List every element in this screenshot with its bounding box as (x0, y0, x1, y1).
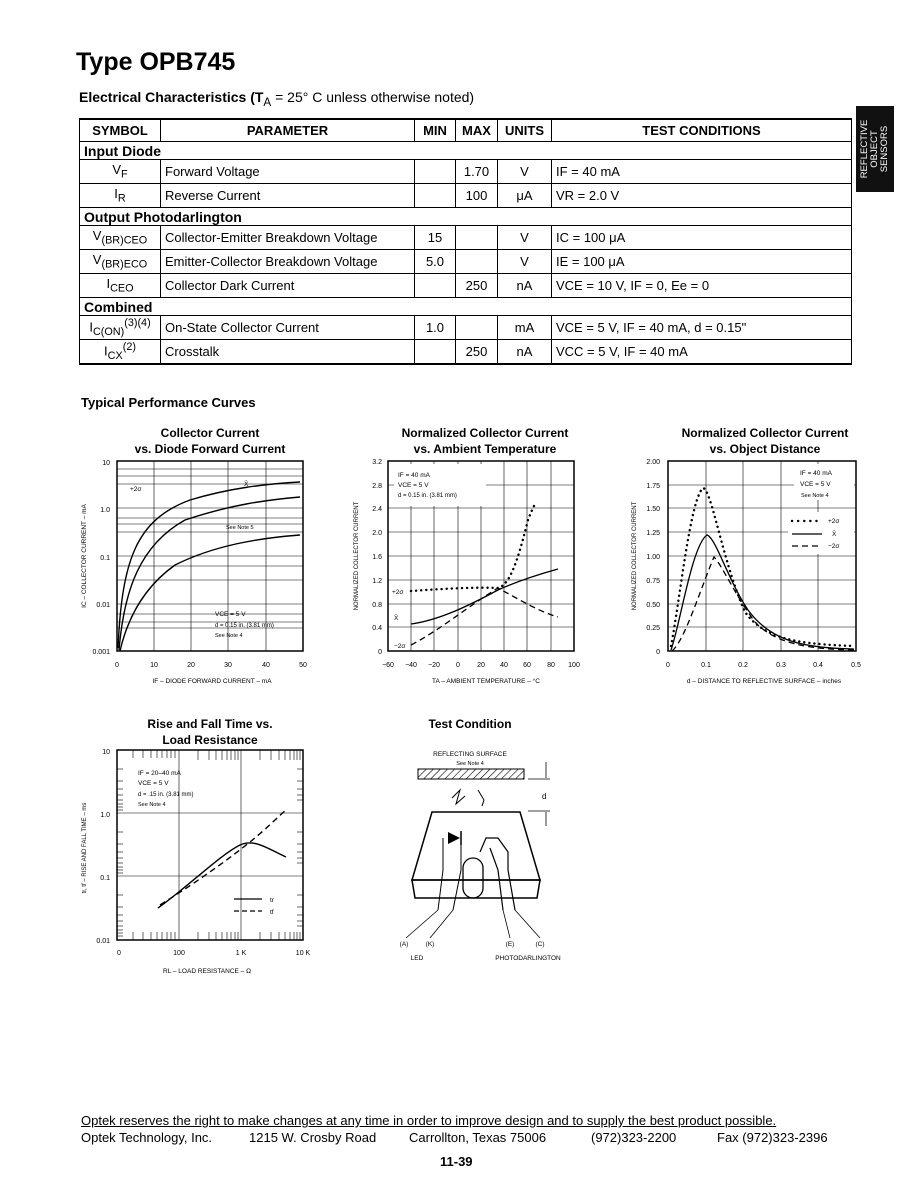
chart4-ytick: 0.01 (96, 938, 110, 945)
chart3-ytick: 1.25 (646, 530, 660, 537)
led-leads (438, 838, 461, 910)
led-icon (448, 832, 460, 844)
chart3-ytick: 2.00 (646, 459, 660, 466)
chart2-curve-plus2sigma (411, 504, 535, 591)
chart1-title-line1: Collector Current (160, 426, 260, 440)
chart2-ann-vce: VCE = 5 V (398, 482, 429, 489)
diagram-surface-label: REFLECTING SURFACE (433, 751, 507, 758)
chart2-ann-plus: +2σ (392, 589, 404, 596)
pin-c-label: (C) (535, 941, 545, 948)
chart1-ann-plus: +2σ (130, 486, 142, 493)
chart4-xlabel: RL – LOAD RESISTANCE – Ω (163, 968, 251, 975)
subtitle-post: = 25° C unless otherwise noted) (271, 89, 475, 105)
section-title: Typical Performance Curves (81, 395, 256, 410)
min-cell: 15 (415, 226, 456, 250)
footer-city: Carrollton, Texas 75006 (409, 1130, 547, 1145)
header-units: UNITS (498, 119, 552, 142)
diagram-title: Test Condition (428, 717, 512, 731)
reflecting-surface (418, 769, 524, 779)
section-combined: Combined (80, 298, 852, 316)
chart1-ytick: 0.001 (92, 649, 110, 656)
test-cell: IE = 100 μA (552, 250, 852, 274)
chart1-ytick: 0.01 (96, 602, 110, 609)
chart2-xtick: −20 (428, 662, 440, 669)
chart1-ann-note4: See Note 4 (215, 633, 243, 639)
chart3-ytick: 0.25 (646, 625, 660, 632)
chart4-xtick: 1 K (235, 950, 247, 957)
chart2-ytick: 2.4 (372, 506, 382, 513)
chart4-frame (117, 750, 303, 940)
chart4-curve-tr (158, 843, 286, 908)
max-cell: 250 (456, 340, 498, 365)
units-cell: V (498, 160, 552, 184)
chart2-xtick: 60 (523, 662, 531, 669)
chart2 (354, 459, 580, 685)
sensor-slot (463, 858, 483, 898)
units-cell: nA (498, 274, 552, 298)
parameter-cell: Collector Dark Current (161, 274, 415, 298)
symbol-text: V (112, 162, 122, 178)
chart3-ytick: 1.50 (646, 506, 660, 513)
parameter-cell: Crosstalk (161, 340, 415, 365)
chart3-ann-if: IF = 40 mA (800, 470, 832, 477)
chart2-ann-d: d = 0.15 in. (3.81 mm) (398, 493, 457, 499)
header-max: MAX (456, 119, 498, 142)
chart2-ytick: 1.2 (372, 578, 382, 585)
led-label: LED (410, 955, 424, 962)
chart4-log-ticks (117, 750, 303, 940)
parameter-cell: Collector-Emitter Breakdown Voltage (161, 226, 415, 250)
page-number: 11-39 (440, 1154, 473, 1169)
chart3-xtick: 0.2 (738, 662, 748, 669)
max-cell: 250 (456, 274, 498, 298)
chart2-xtick: −60 (382, 662, 394, 669)
chart3-ann-note: See Note 4 (801, 493, 829, 499)
chart1-xtick: 30 (224, 662, 232, 669)
chart4-title-line1: Rise and Fall Time vs. (147, 717, 273, 731)
chart2-ytick: 0.4 (372, 625, 382, 632)
chart1-xtick: 20 (187, 662, 195, 669)
chart3-xtick: 0.1 (701, 662, 711, 669)
symbol-text: V (92, 228, 102, 244)
chart3-xtick: 0 (666, 662, 670, 669)
units-cell: μA (498, 184, 552, 208)
max-cell: 100 (456, 184, 498, 208)
symbol-sub: CEO (110, 282, 134, 295)
symbol-text: I (104, 343, 108, 359)
chart3-title-line1: Normalized Collector Current (681, 426, 849, 440)
chart2-xtick: 40 (500, 662, 508, 669)
pin-a-label: (A) (399, 941, 409, 948)
chart4-ytick: 1.0 (100, 812, 110, 819)
footer-address: 1215 W. Crosby Road (249, 1130, 377, 1145)
chart2-ytick: 0.8 (372, 602, 382, 609)
footer-notice: Optek reserves the right to make changes at any time in order to improve design and to supply the best product possible. (81, 1113, 777, 1128)
chart4-ytick: 10 (102, 749, 110, 756)
chart1-ylabel: IC – COLLECTOR CURRENT – mA (81, 504, 88, 608)
pin-k-label: (K) (425, 941, 435, 948)
chart3-ytick: 0.75 (646, 578, 660, 585)
chart2-xlabel: TA – AMBIENT TEMPERATURE – °C (432, 678, 540, 685)
chart1 (81, 460, 307, 685)
chart1-curve-minus2sigma (120, 535, 300, 651)
parameter-cell: On-State Collector Current (161, 316, 415, 340)
chart2-ytick: 0 (378, 649, 382, 656)
symbol-sub: CX (107, 349, 123, 362)
chart2-curve-mean (411, 569, 558, 624)
photodarlington-icon (480, 838, 515, 910)
symbol-text: I (89, 319, 93, 335)
chart1-xtick: 10 (150, 662, 158, 669)
chart1-ann-vce: VCE = 5 V (215, 611, 246, 618)
footer-phone: (972)323-2200 (591, 1130, 677, 1145)
chart2-xtick: 0 (456, 662, 460, 669)
symbol-sub: (BR)CEO (101, 234, 148, 247)
chart4-xtick: 10 K (295, 950, 311, 957)
emitted-ray-icon (452, 790, 465, 804)
chart1-ann-note5: See Note 5 (226, 525, 254, 531)
chart2-xtick: 80 (547, 662, 555, 669)
chart2-xtick: −40 (405, 662, 417, 669)
chart2-ylabel: NORMALIZED COLLECTOR CURRENT (354, 501, 360, 611)
chart4-ylabel: tr, tf – RISE AND FALL TIME – ms (82, 802, 88, 894)
chart4-ytick: 0.1 (100, 875, 110, 882)
chart3-curve-plus2sigma (671, 488, 854, 646)
chart2-ytick: 1.6 (372, 554, 382, 561)
sensor-housing (412, 812, 540, 880)
side-tab-line3: SENSORS (879, 125, 890, 173)
chart2-ann-minus: −2σ (394, 643, 406, 650)
chart3-title-line2: vs. Object Distance (709, 442, 821, 456)
sensor-base (412, 880, 540, 898)
chart4-legend-tr: tr (270, 897, 274, 904)
chart3-ann-vce: VCE = 5 V (800, 481, 831, 488)
chart2-ann-if: IF = 40 mA (398, 472, 430, 479)
units-cell: V (498, 226, 552, 250)
symbol-sub: C(ON) (92, 325, 125, 338)
chart3-legend-mean: X̄ (832, 531, 837, 538)
photodarlington-label: PHOTODARLINGTON (495, 955, 561, 962)
chart1-ann-d: d = 0.15 in. (3.81 mm) (215, 623, 274, 629)
chart3-xtick: 0.3 (776, 662, 786, 669)
header-parameter: PARAMETER (161, 119, 415, 142)
min-cell: 5.0 (415, 250, 456, 274)
chart4-legend-tf: tf (270, 909, 274, 916)
chart3-ytick: 0 (656, 649, 660, 656)
chart3-ylabel: NORMALIZED COLLECTOR CURRENT (632, 501, 638, 611)
footer-company: Optek Technology, Inc. (81, 1130, 213, 1145)
chart1-ytick: 0.1 (100, 555, 110, 562)
chart3-xlabel: d – DISTANCE TO REFLECTIVE SURFACE – inches (686, 678, 842, 685)
header-min: MIN (415, 119, 456, 142)
chart3-xtick: 0.5 (851, 662, 861, 669)
diagram-d-label: d (542, 792, 547, 801)
chart1-ytick: 10 (102, 460, 110, 467)
pin-e-label: (E) (505, 941, 515, 948)
symbol-sup: (2) (122, 341, 136, 354)
chart2-title-line2: vs. Ambient Temperature (413, 442, 557, 456)
units-cell: nA (498, 340, 552, 365)
chart3 (632, 459, 861, 685)
chart3-ytick: 0.50 (646, 602, 660, 609)
chart3-legend-plus: +2σ (828, 518, 840, 525)
section-output: Output Photodarlington (80, 208, 852, 226)
max-cell: 1.70 (456, 160, 498, 184)
chart2-title-line1: Normalized Collector Current (401, 426, 569, 440)
min-cell: 1.0 (415, 316, 456, 340)
units-cell: mA (498, 316, 552, 340)
test-cell: VR = 2.0 V (552, 184, 852, 208)
chart4-xtick: 100 (173, 950, 185, 957)
units-cell: V (498, 250, 552, 274)
pin-leaders (406, 910, 540, 938)
test-cell: IC = 100 μA (552, 226, 852, 250)
side-tab-line1: REFLECTIVE (859, 119, 870, 179)
chart4-title-line2: Load Resistance (162, 733, 258, 747)
chart1-xtick: 50 (299, 662, 307, 669)
reflected-ray-icon (478, 790, 484, 806)
chart1-title-line2: vs. Diode Forward Current (134, 442, 286, 456)
footer-fax: Fax (972)323-2396 (717, 1130, 828, 1145)
symbol-text: V (92, 252, 102, 268)
diagram-d-dimension (528, 762, 550, 826)
chart3-legend-minus: −2σ (828, 543, 840, 550)
header-symbol: SYMBOL (80, 119, 161, 142)
chart1-xlabel: IF – DIODE FORWARD CURRENT – mA (152, 678, 272, 685)
symbol-sup: (3)(4) (124, 317, 151, 330)
parameter-cell: Forward Voltage (161, 160, 415, 184)
chart2-xtick: 100 (568, 662, 580, 669)
section-input-diode: Input Diode (80, 142, 852, 160)
test-cell: IF = 40 mA (552, 160, 852, 184)
chart1-xtick: 40 (262, 662, 270, 669)
test-cell: VCE = 5 V, IF = 40 mA, d = 0.15" (552, 316, 852, 340)
chart3-ytick: 1.00 (646, 554, 660, 561)
symbol-sub: (BR)ECO (101, 258, 148, 271)
chart2-ytick: 2.8 (372, 483, 382, 490)
symbol-sub: F (121, 168, 128, 181)
symbol-text: I (114, 186, 118, 202)
chart4-ann-note: See Note 4 (138, 802, 166, 808)
chart4-ann-if: IF = 20–40 mA (138, 770, 181, 777)
header-test: TEST CONDITIONS (552, 119, 852, 142)
test-condition-diagram (400, 751, 561, 962)
chart2-xtick: 20 (477, 662, 485, 669)
page-title: Type OPB745 (76, 48, 236, 76)
test-cell: VCE = 10 V, IF = 0, Ee = 0 (552, 274, 852, 298)
parameter-cell: Reverse Current (161, 184, 415, 208)
chart4-ann-d: d = .15 in. (3.81 mm) (138, 792, 194, 798)
chart4-xtick: 0 (117, 950, 121, 957)
symbol-text: I (106, 276, 111, 292)
chart3-xtick: 0.4 (813, 662, 823, 669)
subtitle-text: Electrical Characteristics (T (79, 89, 264, 105)
side-tab-line2: OBJECT (869, 130, 880, 168)
chart4-ann-vce: VCE = 5 V (138, 780, 169, 787)
diagram-note: See Note 4 (456, 761, 484, 767)
chart2-ann-xbar: X̄ (394, 615, 399, 622)
chart1-ann-xbar: X̄ (244, 481, 249, 488)
test-cell: VCC = 5 V, IF = 40 mA (552, 340, 852, 365)
symbol-sub: R (117, 192, 126, 205)
subtitle-sub: A (263, 95, 272, 109)
chart2-ytick: 2.0 (372, 530, 382, 537)
chart4 (82, 749, 311, 975)
parameter-cell: Emitter-Collector Breakdown Voltage (161, 250, 415, 274)
chart1-ytick: 1.0 (100, 507, 110, 514)
chart2-ytick: 3.2 (372, 459, 382, 466)
chart3-ytick: 1.75 (646, 483, 660, 490)
chart1-xtick: 0 (115, 662, 119, 669)
